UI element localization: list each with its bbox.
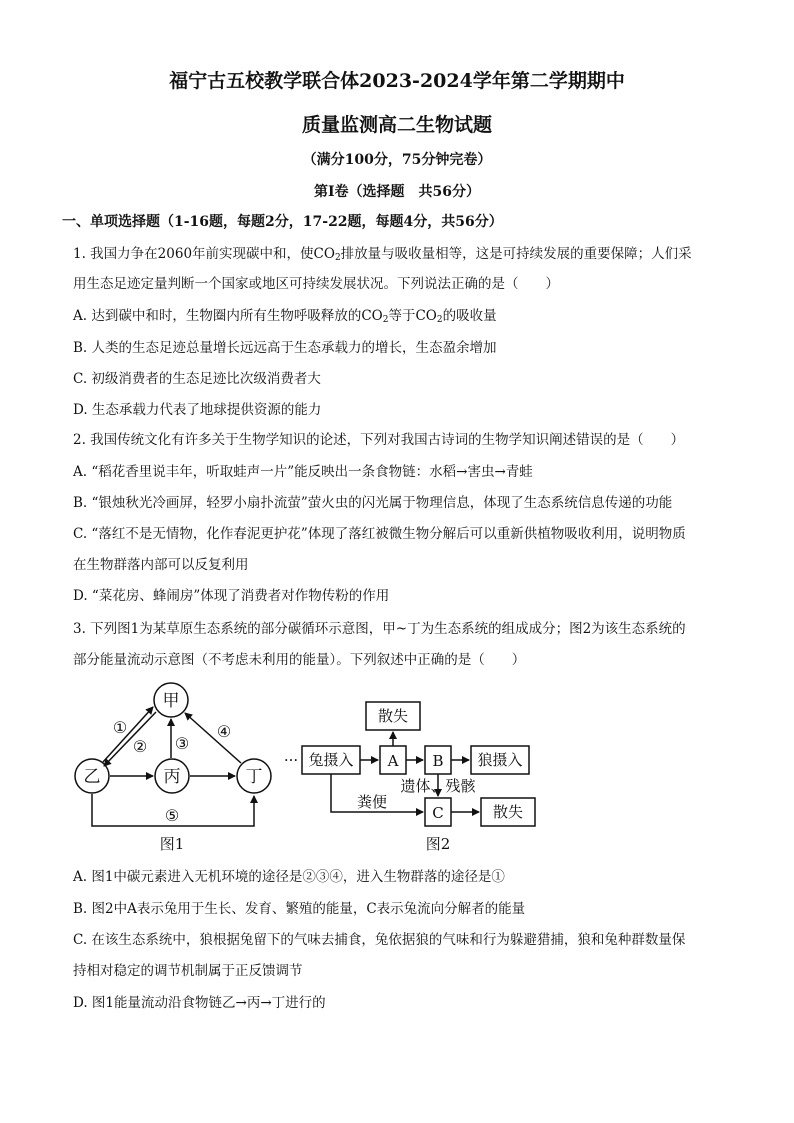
q3-figures bbox=[0, 680, 794, 855]
label-4: ④ bbox=[216, 722, 232, 741]
loss-bottom-label: 散失 bbox=[492, 803, 524, 821]
section-heading: 一、单项选择题（1-16题，每题2分，17-22题，每题4分，共56分） bbox=[62, 214, 503, 230]
figure-2-caption: 图2 bbox=[425, 835, 451, 853]
q2-option-b: B. “银烛秋光冷画屏，轻罗小扇扑流萤”萤火虫的闪光属于物理信息，体现了生态系统信息传递的功能 bbox=[73, 495, 673, 511]
q1-option-d: D. 生态承载力代表了地球提供资源的能力 bbox=[73, 402, 322, 418]
q2-option-c-line2: 在生物群落内部可以反复利用 bbox=[73, 557, 249, 573]
box-c-label: C bbox=[432, 804, 444, 822]
volume-heading: 第Ⅰ卷（选择题 共56分） bbox=[313, 184, 481, 200]
node-bing-label: 丙 bbox=[163, 767, 181, 787]
figure-1-caption: 图1 bbox=[159, 835, 185, 853]
q3-option-c-line2: 持相对稳定的调节机制属于正反馈调节 bbox=[73, 963, 303, 979]
arrow-4 bbox=[185, 713, 241, 763]
box-a-label: A bbox=[387, 752, 399, 770]
box-b-label: B bbox=[432, 752, 444, 770]
remains-label: 遗体、残骸 bbox=[400, 777, 476, 795]
q1-stem-line1: 1. 我国力争在2060年前实现碳中和，使$CO_2$排放量与吸收量相等，这是可持续发展的重要保障；人们采 bbox=[73, 246, 692, 263]
q3-option-c-line1: C. 在该生态系统中，狼根据兔留下的气味去捕食，兔依据狼的气味和行为躲避猎捕，狼和兔种群数量保 bbox=[73, 932, 686, 948]
rabbit-intake-label: 兔摄入 bbox=[308, 751, 354, 769]
exam-title-line1: 福宁古五校教学联合体2023-2024学年第二学期期中 bbox=[169, 70, 625, 92]
q2-stem: 2. 我国传统文化有许多关于生物学知识的论述，下列对我国古诗词的生物学知识阐述错误的是（ ） bbox=[73, 432, 685, 448]
label-1: ① bbox=[112, 718, 128, 737]
score-info: （满分100分，75分钟完卷） bbox=[302, 152, 492, 168]
feces-label: 粪便 bbox=[356, 793, 388, 811]
label-5: ⑤ bbox=[164, 806, 180, 825]
node-yi-label: 乙 bbox=[83, 767, 101, 787]
q3-option-b: B. 图2中A表示兔用于生长、发育、繁殖的能量，C表示兔流向分解者的能量 bbox=[73, 901, 526, 917]
q2-option-c-line1: C. “落红不是无情物，化作春泥更护花”体现了落红被微生物分解后可以重新供植物吸收利用，说明物质 bbox=[73, 526, 686, 542]
q2-option-a: A. “稻花香里说丰年，听取蛙声一片”能反映出一条食物链：水稻→害虫→青蛙 bbox=[73, 464, 533, 480]
q1-stem-line2: 用生态足迹定量判断一个国家或地区可持续发展状况。下列说法正确的是（ ） bbox=[73, 276, 559, 292]
label-3: ③ bbox=[174, 734, 190, 753]
q1-option-a: A. 达到碳中和时，生物圈内所有生物呼吸释放的$CO_2$等于$CO_2$的吸收量 bbox=[73, 308, 497, 325]
q2-option-d: D. “菜花房、蜂闹房”体现了消费者对作物传粉的作用 bbox=[73, 588, 390, 604]
q3-option-a: A. 图1中碳元素进入无机环境的途径是②③④，进入生物群落的途径是① bbox=[73, 869, 505, 885]
arrow-2 bbox=[104, 712, 156, 766]
q1-option-c: C. 初级消费者的生态足迹比次级消费者大 bbox=[73, 371, 321, 387]
dots-label: ··· bbox=[283, 751, 299, 769]
exam-title-line2: 质量监测高二生物试题 bbox=[301, 114, 492, 136]
node-ding-label: 丁 bbox=[245, 767, 263, 787]
wolf-intake-label: 狼摄入 bbox=[477, 751, 523, 769]
node-jia-label: 甲 bbox=[162, 691, 180, 711]
loss-top-label: 散失 bbox=[377, 707, 409, 725]
q3-option-d: D. 图1能量流动沿食物链乙→丙→丁进行的 bbox=[73, 995, 326, 1011]
label-2: ② bbox=[132, 737, 148, 756]
q1-option-b: B. 人类的生态足迹总量增长远远高于生态承载力的增长，生态盈余增加 bbox=[73, 340, 497, 356]
q3-stem-line1: 3. 下列图1为某草原生态系统的部分碳循环示意图，甲~丁为生态系统的组成成分；图2为该生态系统的 bbox=[73, 621, 686, 637]
q3-stem-line2: 部分能量流动示意图（不考虑未利用的能量）。下列叙述中正确的是（ ） bbox=[73, 652, 526, 668]
